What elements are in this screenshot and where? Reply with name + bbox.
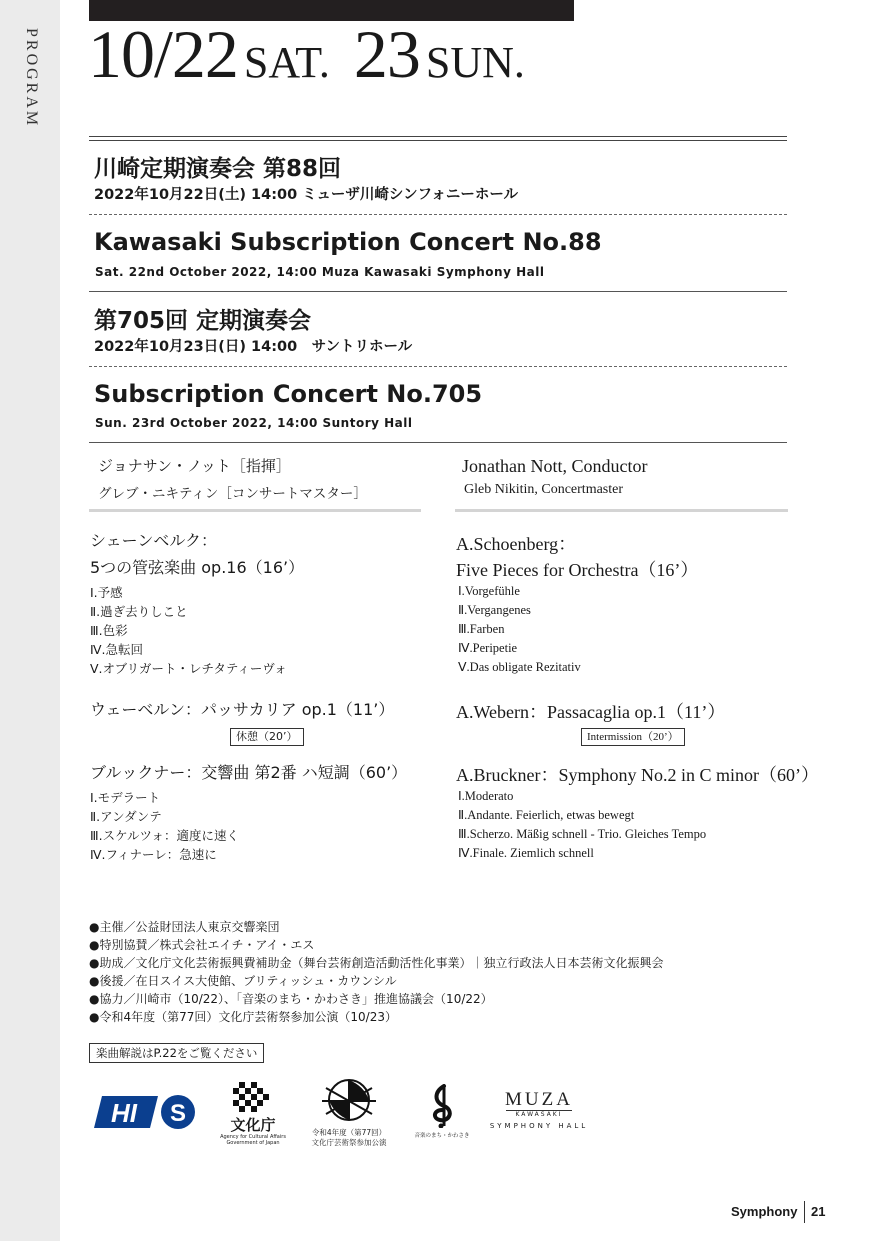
movement-jp: Ⅲ.色彩 <box>90 623 128 638</box>
movement-en: Ⅳ.Peripetie <box>458 641 518 655</box>
movement-jp: Ⅰ.モデラート <box>90 790 161 805</box>
movement-jp: Ⅴ.オブリガート・レチタティーヴォ <box>90 661 287 676</box>
conductor-jp: ジョナサン・ノット［指揮］ <box>98 457 291 475</box>
date-day1: 10/22 <box>88 16 238 92</box>
intermission-badge-en: Intermission（20’） <box>581 728 685 746</box>
divider-line <box>89 442 787 443</box>
movement-jp: Ⅲ.スケルツォ：適度に速く <box>90 828 239 843</box>
note-line: ●主催／公益財団法人東京交響楽団 <box>89 920 280 934</box>
bruckner-en: A.Bruckner：Symphony No.2 in C minor（60’） <box>456 765 819 785</box>
concert1-info-jp: 2022年10月22日(土) 14:00 ミューザ川崎シンフォニーホール <box>94 187 519 203</box>
date-title <box>88 16 525 92</box>
geijutsusai-emblem-icon <box>306 1076 392 1124</box>
schoenberg-en-composer: A.Schoenberg： <box>456 534 577 554</box>
divider-grey <box>89 509 421 512</box>
concert1-info-en: Sat. 22nd October 2022, 14:00 Muza Kawasaki Symphony Hall <box>95 265 545 279</box>
movement-jp: Ⅱ.アンダンテ <box>90 809 162 824</box>
movement-en: Ⅱ.Andante. Feierlich, etwas bewegt <box>458 808 635 822</box>
movement-jp: Ⅳ.急転回 <box>90 642 144 657</box>
ongaku-caption: 音楽のまち・かわさき <box>414 1133 470 1139</box>
geijutsusai-line2: 文化庁芸術祭参加公演 <box>311 1138 387 1147</box>
concert2-title-jp: 第705回 定期演奏会 <box>94 308 312 334</box>
movement-en: Ⅲ.Scherzo. Mäßig schnell - Trio. Gleiches Tempo <box>458 827 707 841</box>
bunkacho-sub-en: Government of Japan <box>226 1140 280 1146</box>
intermission-badge-jp: 休憩（20’） <box>230 728 304 746</box>
movement-en: Ⅰ.Moderato <box>458 789 514 803</box>
note-line: ●協力／川崎市（10/22）、「音楽のまち・かわさき」推進協議会（10/22） <box>89 992 493 1006</box>
geijutsusai-line1: 令和4年度（第77回） <box>311 1128 387 1137</box>
muza-wordmark: MUZA <box>505 1089 573 1110</box>
his-logo <box>94 1092 198 1132</box>
movement-jp: Ⅰ.予感 <box>90 585 123 600</box>
footer-separator <box>804 1201 805 1223</box>
muza-logo <box>484 1090 594 1136</box>
bruckner-jp: ブルックナー：交響曲 第2番 ハ短調（60’） <box>90 763 408 782</box>
date-dow1: SAT. <box>243 38 330 87</box>
movement-en: Ⅲ.Farben <box>458 622 505 636</box>
divider-double <box>89 136 787 141</box>
divider-dashed <box>89 214 787 215</box>
concert2-info-jp: 2022年10月23日(日) 14:00 サントリホール <box>94 339 413 355</box>
concert1-title-jp: 川崎定期演奏会 第88回 <box>94 156 342 182</box>
webern-en: A.Webern：Passacaglia op.1（11’） <box>456 702 726 722</box>
note-line: ●特別協賛／株式会社エイチ・アイ・エス <box>89 938 315 952</box>
concert2-title-en: Subscription Concert No.705 <box>94 380 483 408</box>
movement-jp: Ⅳ.フィナーレ：急速に <box>90 847 217 862</box>
conductor-en: Jonathan Nott, Conductor <box>462 456 648 476</box>
divider-grey <box>455 509 788 512</box>
schoenberg-en-work: Five Pieces for Orchestra（16’） <box>456 560 699 580</box>
schoenberg-jp-work: 5つの管弦楽曲 op.16（16’） <box>90 558 305 577</box>
sidebar <box>0 0 60 1241</box>
movement-en: Ⅳ.Finale. Ziemlich schnell <box>458 846 594 860</box>
movement-en: Ⅱ.Vergangenes <box>458 603 531 617</box>
commentary-reference: 楽曲解説はP.22をご覧ください <box>89 1043 264 1063</box>
concertmaster-en: Gleb Nikitin, Concertmaster <box>464 482 624 497</box>
bunkacho-emblem-icon <box>218 1080 288 1114</box>
svg-text:HI: HI <box>111 1098 137 1128</box>
divider-line <box>89 291 787 292</box>
muza-kawasaki: KAWASAKI <box>506 1110 572 1119</box>
note-line: ●令和4年度（第77回）文化庁芸術祭参加公演（10/23） <box>89 1010 397 1024</box>
movement-jp: Ⅱ.過ぎ去りしこと <box>90 604 188 619</box>
schoenberg-jp-composer: シェーンベルク： <box>90 531 218 550</box>
bunkacho-wordmark: 文化庁 <box>230 1118 276 1134</box>
movement-en: Ⅰ.Vorgefühle <box>458 584 520 598</box>
concertmaster-jp: グレブ・ニキティン［コンサートマスター］ <box>98 486 367 502</box>
treble-clef-icon <box>414 1084 470 1128</box>
geijutsusai-logo <box>306 1076 392 1150</box>
date-day2: 23 <box>353 16 420 92</box>
bunkacho-sub-en: Agency for Cultural Affairs <box>220 1134 286 1140</box>
svg-text:S: S <box>169 1100 187 1127</box>
concert2-info-en: Sun. 23rd October 2022, 14:00 Suntory Hall <box>95 416 413 430</box>
concert1-title-en: Kawasaki Subscription Concert No.88 <box>94 228 602 256</box>
page-number: 21 <box>811 1204 826 1219</box>
note-line: ●後援／在日スイス大使館、ブリティッシュ・カウンシル <box>89 974 397 988</box>
date-dow2: SUN. <box>425 38 525 87</box>
bunkacho-logo <box>218 1080 288 1150</box>
webern-jp: ウェーベルン：パッサカリア op.1（11’） <box>90 700 395 719</box>
footer-section: Symphony <box>731 1204 798 1219</box>
ongaku-no-machi-logo <box>414 1084 470 1144</box>
note-line: ●助成／文化庁文化芸術振興費補助金（舞台芸術創造活動活性化事業）｜独立行政法人日本芸術文化振興会 <box>89 956 664 970</box>
muza-symphony-hall: SYMPHONY HALL <box>489 1122 589 1130</box>
movement-en: Ⅴ.Das obligate Rezitativ <box>458 660 581 674</box>
sidebar-label: PROGRAM <box>23 28 40 129</box>
divider-dashed <box>89 366 787 367</box>
